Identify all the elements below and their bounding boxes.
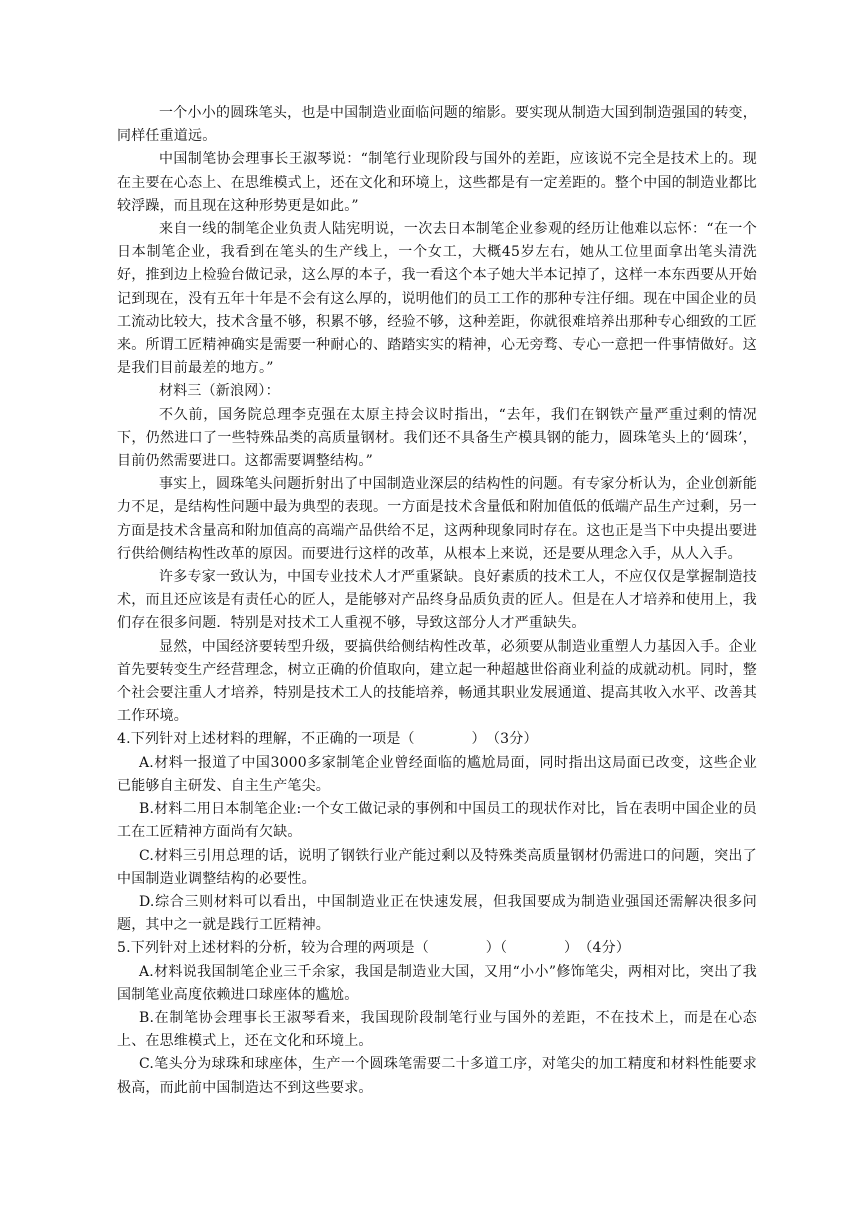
paragraph: 不久前，国务院总理李克强在太原主持会议时指出，“去年，我们在钢铁产量严重过剩的情况下，仍然进口了一些特殊品类的高质量钢材。我们还不具备生产模具钢的能力，圆珠笔头上的‘圆珠’，目前仍然需要进口。这都需要调整结构。”: [117, 406, 757, 470]
section-heading: 材料三（新浪网）：: [159, 383, 280, 400]
question-5-option-b: B.在制笔协会理事长王淑琴看来，我国现阶段制笔行业与国外的差距，不在技术上，而是在心态上、在思维模式上，还在文化和环境上。: [117, 1009, 757, 1050]
question-5-option-a: A.材料说我国制笔企业三千余家，我国是制造业大国，又用“小小”修饰笔尖，两相对比，突出了我国制笔业高度依赖进口球座体的尴尬。: [117, 963, 757, 1003]
question-4-option-a: A.材料一报道了中国3000多家制笔企业曾经面临的尴尬局面，同时指出这局面已改变，这些企业已能够自主研发、自主生产笔尖。: [117, 754, 757, 794]
paragraph: 中国制笔协会理事长王淑琴说：“制笔行业现阶段与国外的差距，应该说不完全是技术上的。现在主要在心态上、在思维模式上，还在文化和环境上，这些都是有一定差距的。整个中国的制造业都比较浮躁，而且现在这种形势更是如此。”: [117, 151, 757, 214]
paragraph: 显然，中国经济要转型升级，要搞供给侧结构性改革，必须要从制造业重塑人力基因入手。企业首先要转变生产经营理念，树立正确的价值取向，建立起一种超越世俗商业利益的成就动机。同时，整个社会要注重人才培养，特别是技术工人的技能培养，畅通其职业发展通道、提高其收入水平、改善其工作环境。: [117, 638, 757, 725]
question-4-stem: 4.下列针对上述材料的理解，不正确的一项是（ ） （3分）: [117, 731, 538, 748]
paragraph: 一个小小的圆珠笔头，也是中国制造业面临问题的缩影。要实现从制造大国到制造强国的转变，同样任重道远。: [117, 105, 757, 145]
paragraph: 事实上，圆珠笔头问题折射出了中国制造业深层的结构性的问题。有专家分析认为，企业创新能力不足，是结构性问题中最为典型的表现。一方面是技术含量低和附加值低的低端产品生产过剩，另一方面是技术含量高和附加值高的高端产品供给不足，这两种现象同时存在。这也正是当下中央提出要进行供给侧结构性改革的原因。而要进行这样的改革，从根本上来说，还是要从理念入手，从人入手。: [117, 476, 757, 562]
paragraph: 许多专家一致认为，中国专业技术人才严重紧缺。良好素质的技术工人，不应仅仅是掌握制造技术，而且还应该是有责任心的匠人，是能够对产品终身品质负责的匠人。但是在人才培养和使用上，我们存在很多问题．特别是对技术工人重视不够，导致这部分人才严重缺失。: [117, 569, 757, 632]
document-page: [117, 102, 757, 1100]
question-4-option-c: C.材料三引用总理的话，说明了钢铁行业产能过剩以及特殊类高质量钢材仍需进口的问题，突出了中国制造业调整结构的必要性。: [117, 847, 757, 887]
paragraph: 来自一线的制笔企业负责人陆宪明说，一次去日本制笔企业参观的经历让他难以忘怀：“在一个日本制笔企业，我看到在笔头的生产线上，一个女工，大概45岁左右，她从工位里面拿出笔头清洗好，推到边上检验台做记录，这么厚的本子，我一看这个本子她大半本记掉了，这样一本东西要从开始记到现在，没有五年十年是不会有这么厚的，说明他们的员工工作的那种专注仔细。现在中国企业的员工流动比较大，技术含量不够，积累不够，经验不够，这种差距，你就很难培养出那种专心细致的工匠来。所谓工匠精神确实是需要一种耐心的、踏踏实实的精神，心无旁骛、专心一意把一件事情做好。这是我们目前最差的地方。”: [117, 221, 757, 377]
question-5-stem: 5.下列针对上述材料的分析，较为合理的两项是（ ）（ ） （4分）: [117, 940, 631, 957]
question-4-option-b: B.材料二用日本制笔企业:一个女工做记录的事例和中国员工的现状作对比，旨在表明中国企业的员工在工匠精神方面尚有欠缺。: [117, 801, 757, 841]
question-4-option-d: D.综合三则材料可以看出，中国制造业正在快速发展，但我国要成为制造业强国还需解决很多问题，其中之一就是践行工匠精神。: [117, 893, 757, 934]
question-5-option-c: C.笔头分为球珠和球座体，生产一个圆珠笔需要二十多道工序，对笔尖的加工精度和材料性能要求极高，而此前中国制造达不到这些要求。: [117, 1056, 757, 1096]
